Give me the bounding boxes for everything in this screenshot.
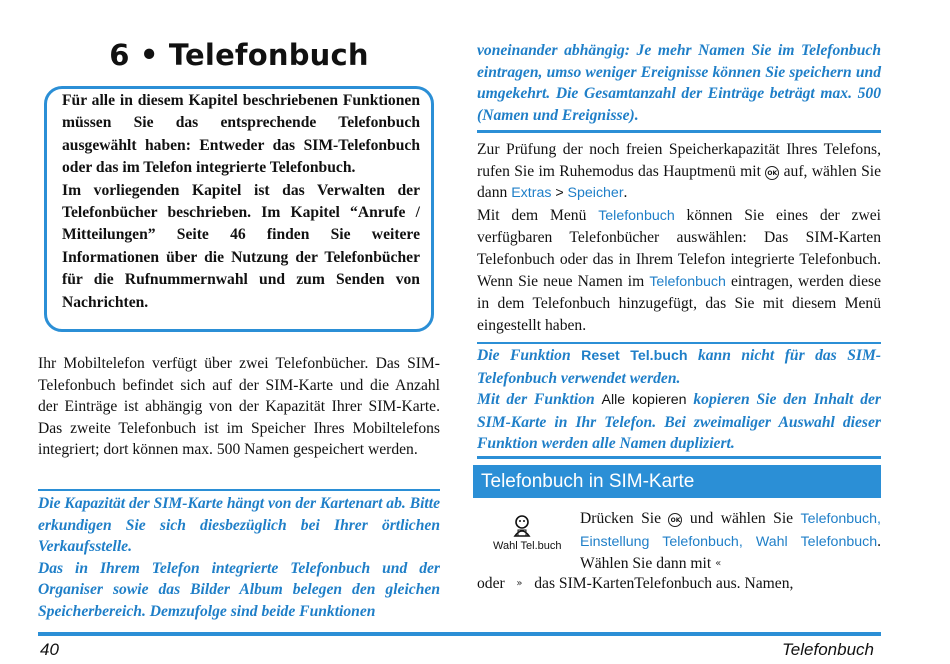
page-number: 40 [40,640,59,659]
note-rule-top [38,489,440,491]
note-shared-memory: Das in Ihrem Telefon integrierte Telefonbuch und der Organiser sowie das Bilder Album belegen den gleichen Speicherbereich. Demzufolge sind beide Funktionen [38,559,440,620]
right-note-2 [477,345,881,455]
sim-instruction-bottom: oder » das SIM-KartenTelefonbuch aus. Namen, [477,573,881,595]
menu-speicher: Speicher [567,185,624,202]
nav-right-icon: » [516,578,523,589]
right-note-continued [477,40,881,126]
sim-instruction-top: Drücken Sie OK und wählen Sie Telefonbuch, Einstellung Telefonbuch, Wahl Telefonbuch. Wählen Sie dann mit « [580,508,881,575]
footer-rule [38,632,881,636]
paragraph-memory-check: Zur Prüfung der noch freien Speicherkapazität Ihres Telefons, rufen Sie im Ruhemodus das Hauptmenü mit OK auf, wählen Sie dann Extras > Speicher. Mit dem Menü Telefonbuch können Sie eines der zwei verfügbaren Telefonbücher auswählen: Das SIM-Karten Telefonbuch oder das in Ihrem Telefon integrierte Telefonbuch. Wenn Sie neue Namen im Telefonbuch eintragen, werden diese in dem Telefonbuch hinzugefügt, das Sie mit diesem Menü eingestellt haben. [477,141,882,334]
note-continued: voneinander abhängig: Je mehr Namen Sie im Telefonbuch eintragen, umso weniger Ereignisse können Sie speichern und umgekehrt. Die Gesamtanzahl der Einträge beträgt max. 500 (Namen und Ereignisse). [477,42,881,124]
note-rule-top-2 [477,342,881,344]
menu-telefonbuch: Telefonbuch [598,207,675,224]
phone-contacts-icon [512,514,532,540]
left-body [38,353,440,461]
menu-telefonbuch-3: Telefonbuch [800,511,878,527]
intro-paragraph-2: Im vorliegenden Kapitel ist das Verwalten der Telefonbücher beschrieben. Im Kapitel “Anrufe / Mitteilungen” Seite 46 finden Sie weitere Informationen über die Nutzung der Telefonbücher für die Rufnummernwahl und zum Senden von Nachrichten. [62,181,420,311]
ok-key-icon: OK [765,166,779,180]
nav-left-icon: « [715,558,722,570]
page-title: 6 • Telefonbuch [109,38,369,72]
right-body [477,139,881,336]
menu-einstellung-telefonbuch: Einstellung Telefonbuch [580,533,739,550]
ok-key-icon-2: OK [668,513,682,527]
note-rule-bottom [477,130,881,133]
intro-paragraph-1: Für alle in diesem Kapitel beschriebenen Funktionen müssen Sie das entsprechende Telefonbuch ausgewählt haben: Entweder das SIM-Telefonbuch oder das im Telefon integrierte Telefonbuch. [62,92,420,177]
intro-text [62,90,420,314]
running-head: Telefonbuch [781,640,874,659]
menu-reset-telbuch: Reset Tel.buch [581,348,688,364]
section-heading: Telefonbuch in SIM-Karte [473,465,881,498]
menu-alle-kopieren: Alle kopieren [601,392,687,409]
icon-label: Wahl Tel.buch [493,540,562,552]
note-sim-capacity: Die Kapazität der SIM-Karte hängt von der Kartenart ab. Bitte erkundigen Sie sich diesbezüglich bei Ihrer örtlichen Verkaufsstelle. [38,495,441,556]
note-rule-bottom-2 [477,456,881,459]
menu-telefonbuch-2: Telefonbuch [649,273,726,290]
menu-wahl-telefonbuch: Wahl Telefonbuch [755,533,878,550]
body-paragraph: Ihr Mobiltelefon verfügt über zwei Telefonbücher. Das SIM-Telefonbuch befindet sich auf der SIM-Karte und die Anzahl der Einträge ist abhängig von der Kapazität Ihrer SIM-Karte. Das zweite Telefonbuch ist im Speicher Ihres Mobiltelefons integriert; dort können max. 500 Namen gespeichert werden. [38,355,440,459]
note-reset-copy: Die Funktion Reset Tel.buch kann nicht für das SIM-Telefonbuch verwendet werden. Mit der Funktion Alle kopieren kopieren Sie den Inhalt der SIM-Karte in Ihr Telefon. Bei zweimaliger Auswahl dieser Funktion werden alle Namen dupliziert. [477,347,881,453]
left-note [38,493,440,623]
menu-extras: Extras [511,185,552,202]
